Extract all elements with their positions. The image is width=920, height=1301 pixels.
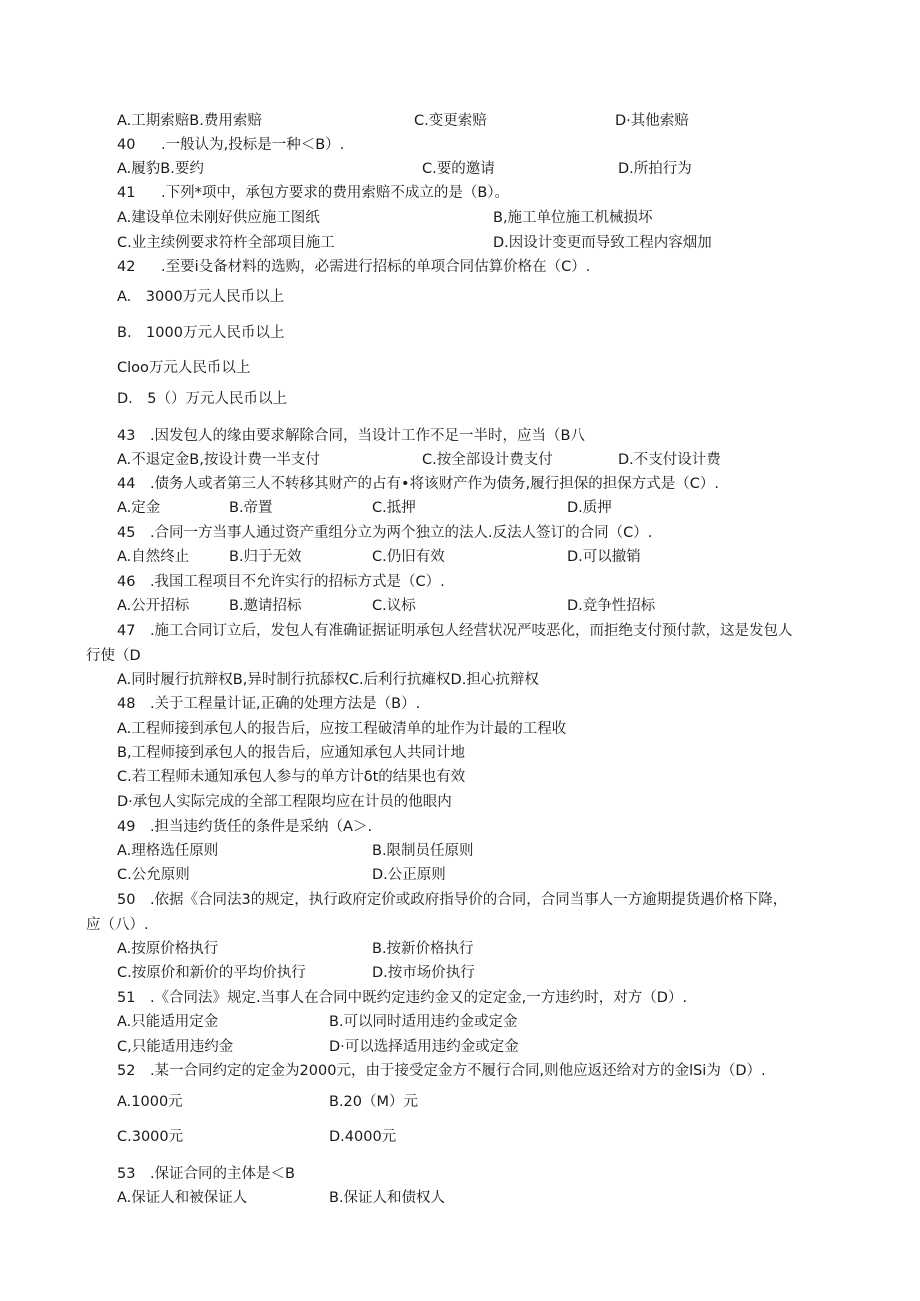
q41-option-b: B,施工单位施工机械损坏 xyxy=(493,210,653,226)
q48-option-c: C.若工程师未通知承包人参与的单方计δt的结果也有效 xyxy=(117,769,466,785)
q51-stem: 51 .《合同法》规定.当事人在合同中既约定违约金又的定定金,一方违约时，对方（D）. xyxy=(117,990,688,1006)
q42-option-d: D. 5（）万元人民币以上 xyxy=(117,391,287,407)
q43-stem: 43 .因发包人的缘由要求解除合同，当设计工作不足一半时，应当（B八 xyxy=(117,428,586,444)
q42-option-c: Cloo万元人民币以上 xyxy=(117,360,251,376)
q53-option-a: A.保证人和被保证人 xyxy=(117,1190,248,1206)
q46-option-d: D.竞争性招标 xyxy=(567,598,656,614)
q39-option-c: C.变更索赔 xyxy=(414,113,487,129)
q46-stem: 46 .我国工程项目不允许实行的招标方式是（C）. xyxy=(117,574,445,590)
q52-stem: 52 .某一合同约定的定金为2000元，由于接受定金方不履行合同,则他应返还给对方的金lSi为（D）. xyxy=(117,1063,766,1079)
q49-option-c: C.公允原则 xyxy=(117,867,190,883)
q49-option-d: D.公正原则 xyxy=(372,867,446,883)
q52-option-b: B.20（M）元 xyxy=(329,1094,419,1110)
q40-stem: .一般认为,投标是一种＜B）. xyxy=(161,137,345,153)
q48-option-b: B,工程师接到承包人的报告后，应通知承包人共同计地 xyxy=(117,745,466,761)
q50-option-b: B.按新价格执行 xyxy=(372,941,474,957)
q52-option-c: C.3000元 xyxy=(117,1129,184,1145)
q41-option-c: C.业主续例要求符杵全部项目施工 xyxy=(117,235,335,251)
q45-option-a: A.自然终止 xyxy=(117,549,190,565)
q47-stem: 47 .施工合同订立后，发包人有准确证据证明承包人经营状况严吱恶化，而拒绝支付预付款，这是发包人 xyxy=(117,623,793,639)
q46-option-a: A.公开招标 xyxy=(117,598,190,614)
q51-option-b: B.可以同时适用违约金或定金 xyxy=(329,1014,518,1030)
q42-option-a: A. 3000万元人民币以上 xyxy=(117,289,285,305)
q49-stem: 49 .担当违约货任的条件是采纳（A＞. xyxy=(117,819,373,835)
q40-number: 40 xyxy=(117,137,136,153)
q41-option-d: D.因设计变更而导致工程内容烟加 xyxy=(493,235,712,251)
q44-stem: 44 .债务人或者第三人不转移其财产的占有•将该财产作为债务,履行担保的担保方式是（C）. xyxy=(117,476,719,492)
q46-option-c: C.议标 xyxy=(372,598,416,614)
q45-stem: 45 .合同一方当事人通过资产重组分立为两个独立的法人.反法人签订的合同（C）. xyxy=(117,525,653,541)
q40-option-c: C.要的邀请 xyxy=(422,161,495,177)
q42-stem: .至要i殳备材料的选购，必需进行招标的单项合同估算价格在（C）. xyxy=(161,259,591,275)
q48-stem: 48 .关于工程量计证,正确的处理方法是（B）. xyxy=(117,696,421,712)
q39-option-ab: A.工期索赔B.费用索赔 xyxy=(117,113,262,129)
q50-stem: 50 .依据《合同法3的规定，执行政府定价或政府指导价的合同，合同当事人一方逾期提货遇价格下降， xyxy=(117,892,788,908)
q52-option-d: D.4000元 xyxy=(329,1129,397,1145)
q51-option-a: A.只能适用定金 xyxy=(117,1014,219,1030)
q41-option-a: A.建设单位未刚好供应施工图纸 xyxy=(117,210,320,226)
q52-option-a: A.1000元 xyxy=(117,1094,183,1110)
q40-option-ab: A.履豹B.要约 xyxy=(117,161,204,177)
q43-option-d: D.不支付设计费 xyxy=(618,452,721,468)
q44-option-a: A.定金 xyxy=(117,500,161,516)
q45-option-b: B.归于无效 xyxy=(229,549,302,565)
q43-option-c: C.按全部设计费支付 xyxy=(422,452,553,468)
q47-stem-continued: 行使（D xyxy=(86,648,141,664)
q44-option-c: C.抵押 xyxy=(372,500,416,516)
q46-option-b: B.邀请招标 xyxy=(229,598,302,614)
q51-option-c: C,只能适用违约金 xyxy=(117,1039,234,1055)
q51-option-d: D·可以选择适用违约金或定金 xyxy=(329,1039,519,1055)
q53-option-b: B.保证人和债权人 xyxy=(329,1190,446,1206)
q41-stem: .下列*项中，承包方要求的费用索赔不成立的是（B）。 xyxy=(161,185,510,201)
q50-option-c: C.按原价和新价的平均价执行 xyxy=(117,965,306,981)
q42-option-b: B. 1000万元人民币以上 xyxy=(117,325,285,341)
q48-option-d: D·承包人实际完成的全部工程限均应在计员的他眼内 xyxy=(117,794,452,810)
q43-option-ab: A.不退定金B,按设计费一半支付 xyxy=(117,452,320,468)
q50-option-d: D.按市场价执行 xyxy=(372,965,475,981)
q44-option-d: D.质押 xyxy=(567,500,612,516)
q45-option-d: D.可以撤销 xyxy=(567,549,641,565)
q44-option-b: B.帝置 xyxy=(229,500,273,516)
q39-option-d: D·其他索赔 xyxy=(615,113,689,129)
q41-number: 41 xyxy=(117,185,136,201)
q53-stem: 53 .保证合同的主体是＜B xyxy=(117,1166,296,1182)
q49-option-b: B.限制员任原则 xyxy=(372,843,474,859)
q45-option-c: C.仍旧有效 xyxy=(372,549,445,565)
q50-option-a: A.按原价格执行 xyxy=(117,941,219,957)
q50-stem-continued: 应（八）. xyxy=(86,917,149,933)
q49-option-a: A.理格选任原则 xyxy=(117,843,219,859)
q48-option-a: A.工程师接到承包人的报告后，应按工程破清单的址作为计最的工程收 xyxy=(117,721,567,737)
q42-number: 42 xyxy=(117,259,136,275)
q47-options: A.同时履行抗辩权B,异时制行抗舔权C.后利行抗瘫权D.担心抗辩权 xyxy=(117,672,539,688)
q40-option-d: D.所拍行为 xyxy=(618,161,692,177)
